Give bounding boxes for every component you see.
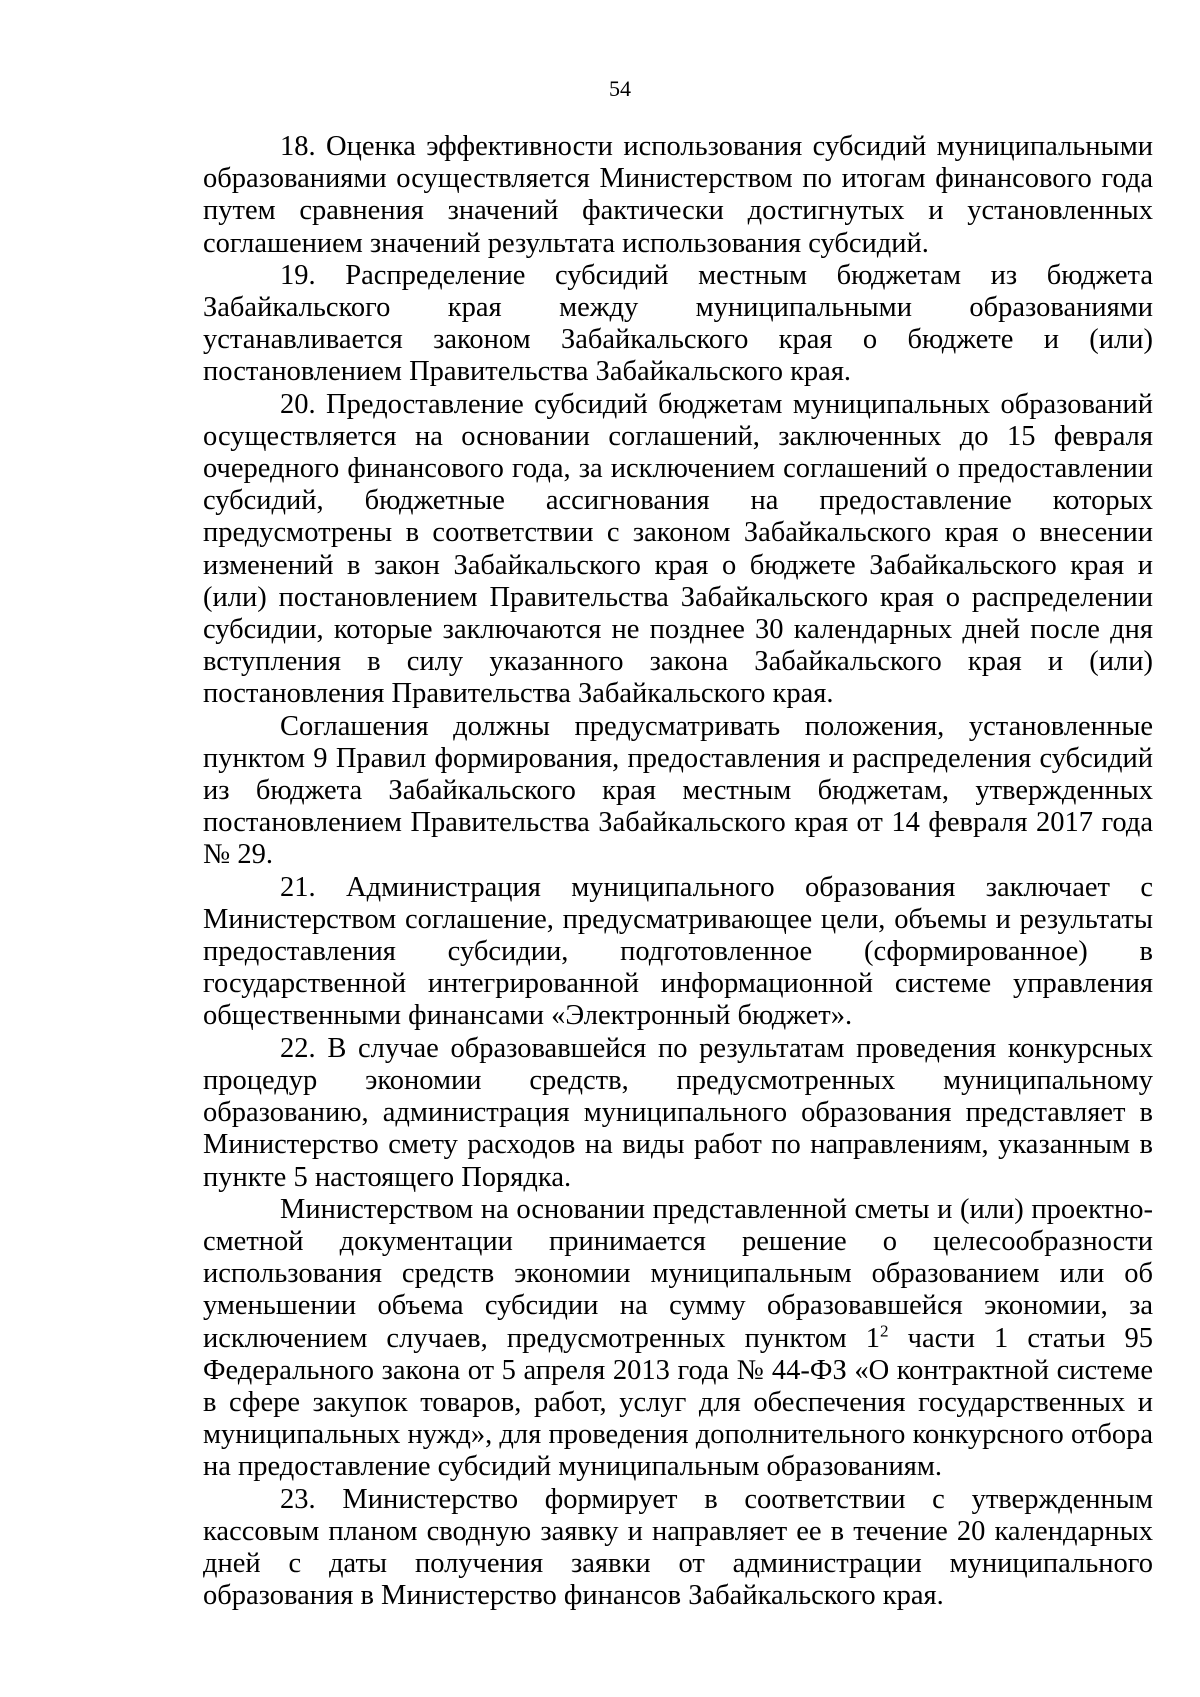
- paragraph-20: 20. Предоставление субсидий бюджетам муниципальных образований осуществляется на основании соглашений, заключенных до 15 февраля очередного финансового года, за исключением соглашений о предоставлении субсидий, бюджетные ассигнования на предоставление которых предусмотрены в соответствии с законом Забайкальского края о внесении изменений в закон Забайкальского края о бюджете Забайкальского края и (или) постановлением Правительства Забайкальского края о распределении субсидии, которые заключаются не позднее 30 календарных дней после дня вступления в силу указанного закона Забайкальского края и (или) постановления Правительства Забайкальского края.: [203, 388, 1153, 710]
- paragraph-economy-text-start: Министерством на основании представленной сметы и (или) проектно-сметной документации принимается решение о целесообразности использования средств экономии муниципальным образованием или об уменьшении объема субсидии на сумму образовавшейся экономии, за исключением случаев, предусмотренных пунктом 1: [203, 1193, 1153, 1354]
- paragraph-economy-text-end: части 1 статьи 95 Федерального закона от 5 апреля 2013 года № 44-ФЗ «О контрактной системе в сфере закупок товаров, работ, услуг для обеспечения государственных и муниципальных нужд», для проведения дополнительного конкурсного отбора на предоставление субсидий муниципальным образованиям.: [203, 1322, 1153, 1483]
- paragraph-23: 23. Министерство формирует в соответствии с утвержденным кассовым планом сводную заявку и направляет ее в течение 20 календарных дней с даты получения заявки от администрации муниципального образования в Министерство финансов Забайкальского края.: [203, 1483, 1153, 1612]
- document-body: [203, 131, 1153, 1612]
- paragraph-18: 18. Оценка эффективности использования субсидий муниципальными образованиями осуществляется Министерством по итогам финансового года путем сравнения значений фактически достигнутых и установленных соглашением значений результата использования субсидий.: [203, 131, 1153, 259]
- paragraph-21: 21. Администрация муниципального образования заключает с Министерством соглашение, предусматривающее цели, объемы и результаты предоставления субсидии, подготовленное (сформированное) в государственной интегрированной информационной системе управления общественными финансами «Электронный бюджет».: [203, 871, 1153, 1032]
- superscript-index: 2: [879, 1321, 889, 1341]
- paragraph-19: 19. Распределение субсидий местным бюджетам из бюджета Забайкальского края между муниципальными образованиями устанавливается законом Забайкальского края о бюджете и (или) постановлением Правительства Забайкальского края.: [203, 259, 1153, 388]
- page-number: 54: [609, 76, 631, 101]
- paragraph-economy: [203, 1194, 1153, 1484]
- paragraph-agreements: Соглашения должны предусматривать положения, установленные пунктом 9 Правил формирования, предоставления и распределения субсидий из бюджета Забайкальского края местным бюджетам, утвержденных постановлением Правительства Забайкальского края от 14 февраля 2017 года № 29.: [203, 710, 1153, 871]
- paragraph-22: 22. В случае образовавшейся по результатам проведения конкурсных процедур экономии средств, предусмотренных муниципальному образованию, администрация муниципального образования представляет в Министерство смету расходов на виды работ по направлениям, указанным в пункте 5 настоящего Порядка.: [203, 1032, 1153, 1193]
